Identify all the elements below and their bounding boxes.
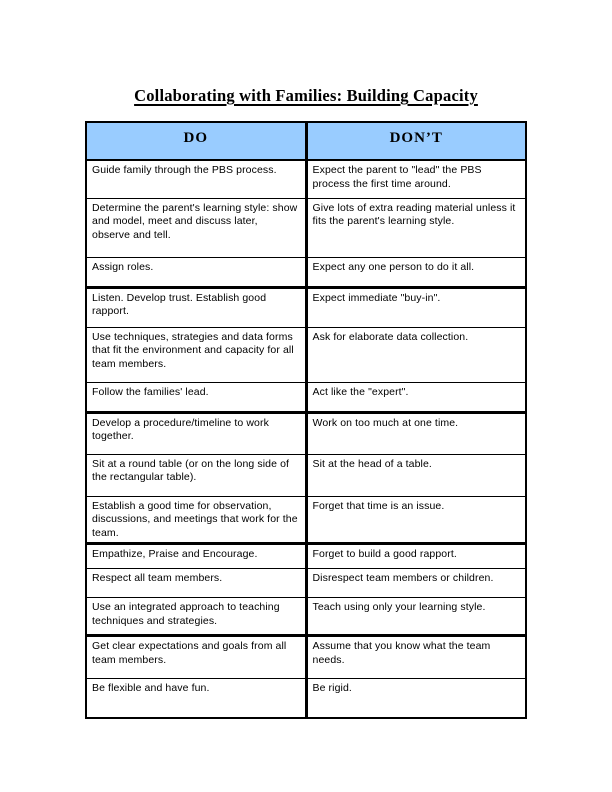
table-row xyxy=(86,598,526,636)
dont-cell: Ask for elaborate data collection. xyxy=(306,327,526,382)
do-cell: Establish a good time for observation, discussions, and meetings that work for the team. xyxy=(86,496,306,544)
dont-cell: Act like the "expert". xyxy=(306,382,526,412)
table-row xyxy=(86,257,526,287)
table-row xyxy=(86,636,526,679)
do-cell: Develop a procedure/timeline to work together. xyxy=(86,412,306,454)
dont-cell: Give lots of extra reading material unless it fits the parent's learning style. xyxy=(306,198,526,257)
table-row xyxy=(86,382,526,412)
dont-cell: Assume that you know what the team needs. xyxy=(306,636,526,679)
table-row xyxy=(86,287,526,327)
dont-cell: Work on too much at one time. xyxy=(306,412,526,454)
table-row xyxy=(86,544,526,569)
dont-cell: Forget to build a good rapport. xyxy=(306,544,526,569)
dont-cell: Be rigid. xyxy=(306,679,526,718)
dont-cell: Teach using only your learning style. xyxy=(306,598,526,636)
dont-cell: Expect the parent to "lead" the PBS process the first time around. xyxy=(306,160,526,198)
dont-cell: Expect any one person to do it all. xyxy=(306,257,526,287)
do-cell: Follow the families' lead. xyxy=(86,382,306,412)
dont-cell: Disrespect team members or children. xyxy=(306,569,526,598)
do-cell: Sit at a round table (or on the long side of the rectangular table). xyxy=(86,454,306,496)
table-row xyxy=(86,160,526,198)
do-cell: Guide family through the PBS process. xyxy=(86,160,306,198)
dont-cell: Sit at the head of a table. xyxy=(306,454,526,496)
do-cell: Determine the parent's learning style: show and model, meet and discuss later, observe and tell. xyxy=(86,198,306,257)
table-row xyxy=(86,454,526,496)
table-row xyxy=(86,327,526,382)
dont-cell: Expect immediate "buy-in". xyxy=(306,287,526,327)
dont-cell: Forget that time is an issue. xyxy=(306,496,526,544)
do-cell: Assign roles. xyxy=(86,257,306,287)
table-row xyxy=(86,569,526,598)
table-row xyxy=(86,198,526,257)
do-cell: Empathize, Praise and Encourage. xyxy=(86,544,306,569)
do-cell: Respect all team members. xyxy=(86,569,306,598)
table-row xyxy=(86,496,526,544)
do-cell: Listen. Develop trust. Establish good rapport. xyxy=(86,287,306,327)
dont-column-header: DON’T xyxy=(306,122,526,160)
do-cell: Use an integrated approach to teaching techniques and strategies. xyxy=(86,598,306,636)
do-cell: Use techniques, strategies and data forms that fit the environment and capacity for all team members. xyxy=(86,327,306,382)
table-row xyxy=(86,412,526,454)
page-title: Collaborating with Families: Building Capacity xyxy=(134,86,478,105)
table-row xyxy=(86,679,526,718)
do-dont-table xyxy=(85,121,527,719)
do-cell: Get clear expectations and goals from all team members. xyxy=(86,636,306,679)
do-column-header: DO xyxy=(86,122,306,160)
do-cell: Be flexible and have fun. xyxy=(86,679,306,718)
table-header-row xyxy=(86,122,526,160)
